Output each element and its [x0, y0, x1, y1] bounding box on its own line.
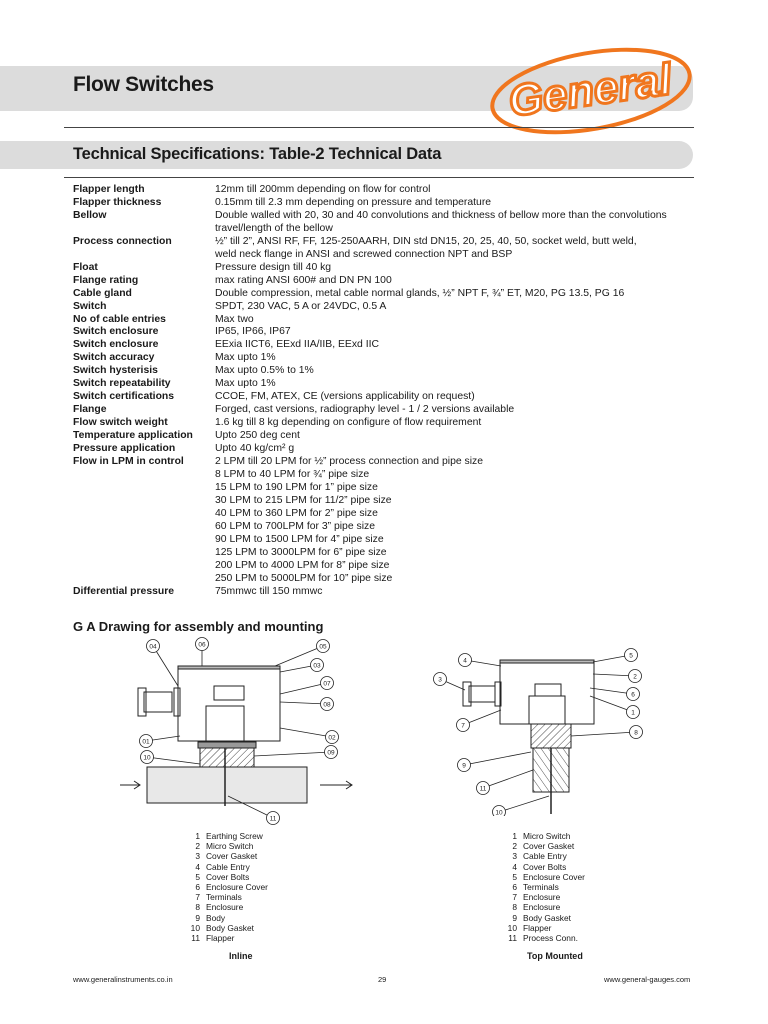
spec-value-line: max rating ANSI 600# and DN PN 100 — [215, 274, 392, 286]
legend-item — [186, 933, 268, 943]
legend-number: 2 — [512, 841, 517, 852]
callout-label: 4 — [463, 657, 467, 665]
spec-value — [215, 262, 693, 275]
legend-text: Cover Gasket — [523, 841, 575, 852]
legend-text: Cover Bolts — [206, 871, 250, 882]
legend-text: Flapper — [523, 922, 552, 933]
legend-number: 11 — [508, 933, 517, 944]
spec-value-line: Max two — [215, 313, 254, 325]
spec-row — [73, 417, 693, 430]
top-mounted-legend — [503, 831, 585, 943]
callout-label: 05 — [319, 643, 327, 651]
spec-value-line: 8 LPM to 40 LPM for ¾” pipe size — [215, 468, 370, 480]
legend-number: 4 — [195, 861, 200, 872]
spec-value-line: 2 LPM till 20 LPM for ½” process connection and pipe size — [215, 456, 483, 468]
spec-value-line: travel/length of the bellow — [215, 222, 333, 234]
spec-value — [215, 275, 693, 288]
legend-number: 5 — [195, 871, 200, 882]
cable-entry — [174, 688, 180, 716]
micro-switch — [214, 686, 244, 700]
spec-value — [215, 326, 693, 339]
callout-label: 10 — [495, 809, 503, 816]
micro-switch — [535, 684, 561, 696]
spec-label: Process connection — [73, 235, 172, 247]
legend-text: Body Gasket — [523, 912, 571, 923]
spec-table — [73, 184, 693, 599]
spec-row — [73, 197, 693, 210]
spec-value-line: 75mmwc till 150 mmwc — [215, 585, 323, 597]
spec-value-line: 12mm till 200mm depending on flow for control — [215, 184, 431, 195]
legend-number: 7 — [195, 892, 200, 903]
spec-label: Temperature application — [73, 430, 193, 442]
callout-label: 6 — [631, 691, 635, 699]
spec-value-line: CCOE, FM, ATEX, CE (versions applicability on request) — [215, 391, 475, 403]
spec-label: Switch — [73, 300, 107, 312]
divider — [64, 127, 694, 128]
legend-item — [186, 892, 268, 902]
enclosure-cover — [178, 666, 280, 669]
spec-value — [215, 352, 693, 365]
callout-label: 11 — [269, 815, 277, 823]
spec-value-line: 125 LPM to 3000LPM for 6” pipe size — [215, 546, 387, 558]
spec-row — [73, 430, 693, 443]
legend-number: 8 — [195, 902, 200, 913]
spec-row — [73, 352, 693, 365]
spec-value-line: Pressure design till 40 kg — [215, 261, 332, 273]
spec-row — [73, 378, 693, 391]
page-number: 29 — [378, 975, 387, 984]
spec-label: Switch repeatability — [73, 378, 171, 390]
spec-label: Switch certifications — [73, 391, 175, 403]
callout-label: 04 — [149, 643, 157, 651]
gland — [469, 686, 495, 702]
spec-value-line: Forged, cast versions, radiography level - 1 / 2 versions available — [215, 404, 515, 416]
footer-website-left[interactable]: www.generalinstruments.co.in — [73, 975, 173, 984]
spec-label: Switch hysterisis — [73, 365, 158, 377]
callout-label: 01 — [142, 738, 150, 746]
spec-value — [215, 391, 693, 404]
spec-label: Flange rating — [73, 274, 139, 286]
spec-value — [215, 378, 693, 391]
legend-text: Micro Switch — [206, 841, 254, 852]
legend-item — [186, 862, 268, 872]
legend-number: 1 — [512, 831, 517, 841]
spec-row — [73, 365, 693, 378]
callout-leader — [483, 770, 533, 788]
logo-text: General — [505, 54, 675, 127]
spec-row — [73, 339, 693, 352]
callout-leader — [499, 796, 549, 812]
legend-item — [186, 872, 268, 882]
spec-label: Bellow — [73, 209, 107, 221]
callout-label: 10 — [143, 754, 151, 762]
legend-item — [186, 902, 268, 912]
legend-number: 7 — [512, 892, 517, 903]
spec-value-line: 250 LPM to 5000LPM for 10” pipe size — [215, 572, 393, 584]
callout-label: 08 — [323, 701, 331, 709]
spec-value-line: Upto 250 deg cent — [215, 430, 300, 442]
callout-label: 7 — [461, 722, 465, 730]
legend-item — [186, 851, 268, 861]
callout-leader — [571, 729, 638, 737]
legend-number: 6 — [195, 882, 200, 893]
legend-item — [503, 902, 585, 912]
callout-label: 2 — [633, 673, 637, 681]
enclosure-outline — [500, 660, 594, 724]
spec-value-line: Max upto 1% — [215, 352, 276, 364]
spec-row — [73, 391, 693, 404]
divider — [64, 177, 694, 178]
enclosure-outline — [178, 666, 280, 741]
spec-value-line: Max upto 1% — [215, 378, 276, 390]
callout-leader — [147, 757, 200, 764]
legend-text: Enclosure — [523, 902, 561, 913]
gland — [144, 692, 172, 712]
spec-label: Switch enclosure — [73, 339, 159, 351]
spec-value-line: 15 LPM to 190 LPM for 1” pipe size — [215, 481, 378, 493]
spec-value-line: 40 LPM to 360 LPM for 2” pipe size — [215, 507, 378, 519]
legend-number: 9 — [195, 912, 200, 923]
spec-value-line: 60 LPM to 700LPM for 3” pipe size — [215, 520, 375, 532]
spec-label: Switch accuracy — [73, 352, 155, 364]
spec-row — [73, 184, 693, 197]
callout-leader — [280, 728, 332, 737]
legend-item — [503, 882, 585, 892]
spec-value-line: Double compression, metal cable normal glands, ½” NPT F, ¾” ET, M20, PG 13.5, PG 16 — [215, 287, 625, 299]
callout-label: 3 — [438, 676, 442, 684]
spec-label: Switch enclosure — [73, 326, 159, 338]
legend-text: Micro Switch — [523, 831, 571, 841]
spec-value — [215, 236, 693, 262]
spec-value — [215, 339, 693, 352]
legend-text: Process Conn. — [523, 933, 578, 944]
spec-value — [215, 197, 693, 210]
spec-label: Flow switch weight — [73, 417, 168, 429]
legend-number: 10 — [190, 922, 200, 933]
spec-value — [215, 586, 693, 599]
body — [200, 748, 254, 768]
top-mounted-drawing — [425, 646, 665, 816]
brand-logo — [486, 47, 696, 139]
spec-value-line: IP65, IP66, IP67 — [215, 326, 291, 338]
legend-item — [503, 862, 585, 872]
legend-text: Enclosure — [523, 892, 561, 903]
spec-value — [215, 314, 693, 327]
spec-row — [73, 586, 693, 599]
spec-label: No of cable entries — [73, 313, 166, 325]
legend-item — [503, 841, 585, 851]
callout-label: 5 — [629, 652, 633, 660]
legend-number: 3 — [512, 851, 517, 862]
legend-text: Flapper — [206, 933, 235, 944]
callout-label: 06 — [198, 641, 206, 649]
callout-leader — [280, 702, 327, 704]
spec-label: Flapper thickness — [73, 196, 162, 208]
footer-website-right[interactable]: www.general-gauges.com — [604, 975, 691, 984]
legend-item — [503, 913, 585, 923]
legend-item — [503, 892, 585, 902]
callout-label: 1 — [631, 709, 635, 717]
callout-label: 03 — [313, 662, 321, 670]
legend-item — [186, 913, 268, 923]
spec-value — [215, 365, 693, 378]
spec-label: Flapper length — [73, 184, 145, 195]
page-title: Flow Switches — [73, 73, 214, 96]
spec-row — [73, 404, 693, 417]
section-title: Technical Specifications: Table-2 Technical Data — [73, 145, 442, 163]
body-gasket — [198, 742, 256, 748]
spec-value-line: 0.15mm till 2.3 mm depending on pressure and temperature — [215, 196, 492, 208]
callout-label: 02 — [328, 734, 336, 742]
legend-number: 9 — [512, 912, 517, 923]
spec-value — [215, 301, 693, 314]
legend-text: Cable Entry — [206, 861, 250, 872]
enclosure-cover — [500, 660, 594, 663]
body — [531, 724, 571, 748]
legend-item — [186, 882, 268, 892]
legend-text: Enclosure Cover — [206, 882, 268, 893]
spec-value-line: Double walled with 20, 30 and 40 convolutions and thickness of bellow more than the convolutions — [215, 209, 667, 221]
spec-value-line: weld neck flange in ANSI and screwed connection NPT and BSP — [215, 248, 513, 260]
spec-row — [73, 262, 693, 275]
spec-row — [73, 456, 693, 586]
spec-value-line: 1.6 kg till 8 kg depending on configure of flow requirement — [215, 417, 482, 429]
legend-number: 2 — [195, 841, 200, 852]
inline-legend — [186, 831, 268, 943]
legend-item — [503, 923, 585, 933]
spec-row — [73, 326, 693, 339]
spec-value — [215, 417, 693, 430]
spec-value-line: 90 LPM to 1500 LPM for 4” pipe size — [215, 533, 384, 545]
legend-number: 11 — [191, 933, 200, 944]
spec-row — [73, 210, 693, 236]
spec-label: Flow in LPM in control — [73, 456, 184, 468]
callout-label: 8 — [634, 729, 638, 737]
legend-text: Cover Bolts — [523, 861, 567, 872]
legend-item — [503, 831, 585, 841]
legend-number: 8 — [512, 902, 517, 913]
spec-value — [215, 443, 693, 456]
spec-label: Pressure application — [73, 443, 176, 455]
legend-number: 6 — [512, 882, 517, 893]
legend-text: Earthing Screw — [206, 831, 263, 841]
callout-label: 09 — [327, 749, 335, 757]
callout-leader — [153, 646, 178, 686]
spec-value — [215, 288, 693, 301]
legend-number: 4 — [512, 861, 517, 872]
callout-label: 11 — [479, 785, 487, 793]
callout-label: 07 — [323, 680, 331, 688]
legend-item — [503, 933, 585, 943]
spec-row — [73, 443, 693, 456]
spec-label: Differential pressure — [73, 585, 175, 597]
spec-value — [215, 404, 693, 417]
callout-label: 9 — [462, 762, 466, 770]
legend-number: 3 — [195, 851, 200, 862]
callout-leader — [464, 752, 531, 765]
spec-row — [73, 288, 693, 301]
legend-text: Body Gasket — [206, 922, 254, 933]
legend-text: Terminals — [523, 882, 559, 893]
inline-caption: Inline — [229, 951, 253, 961]
spec-row — [73, 236, 693, 262]
spec-row — [73, 275, 693, 288]
spec-value — [215, 456, 693, 586]
legend-number: 10 — [507, 922, 517, 933]
legend-item — [503, 851, 585, 861]
switch-body — [529, 696, 565, 724]
spec-value-line: ½” till 2”, ANSI RF, FF, 125-250AARH, DIN std DN15, 20, 25, 40, 50, socket weld, butt weld, — [215, 235, 637, 247]
legend-number: 1 — [195, 831, 200, 841]
legend-item — [186, 831, 268, 841]
spec-value-line: EExia IICT6, EExd IIA/IIB, EExd IIC — [215, 339, 379, 351]
legend-text: Enclosure — [206, 902, 244, 913]
legend-text: Cable Entry — [523, 851, 567, 862]
legend-text: Cover Gasket — [206, 851, 258, 862]
spec-value — [215, 430, 693, 443]
switch-body — [206, 706, 244, 744]
spec-label: Cable gland — [73, 287, 132, 299]
inline-drawing — [120, 636, 360, 826]
legend-text: Body — [206, 912, 226, 923]
spec-label: Flange — [73, 404, 107, 416]
legend-item — [186, 841, 268, 851]
spec-value-line: 200 LPM to 4000 LPM for 8” pipe size — [215, 559, 390, 571]
legend-text: Enclosure Cover — [523, 871, 585, 882]
spec-value — [215, 184, 693, 197]
spec-value-line: Upto 40 kg/cm² g — [215, 443, 295, 455]
spec-value — [215, 210, 693, 236]
pipe — [147, 767, 307, 803]
spec-value-line: 30 LPM to 215 LPM for 11/2” pipe size — [215, 494, 392, 506]
legend-item — [503, 872, 585, 882]
legend-number: 5 — [512, 871, 517, 882]
callout-leader — [280, 683, 327, 694]
spec-row — [73, 301, 693, 314]
spec-value-line: SPDT, 230 VAC, 5 A or 24VDC, 0.5 A — [215, 300, 387, 312]
spec-label: Float — [73, 261, 98, 273]
top-mounted-caption: Top Mounted — [527, 951, 583, 961]
drawing-title: G A Drawing for assembly and mounting — [73, 619, 324, 634]
callout-leader — [254, 752, 331, 756]
legend-text: Terminals — [206, 892, 242, 903]
spec-row — [73, 314, 693, 327]
legend-item — [186, 923, 268, 933]
spec-value-line: Max upto 0.5% to 1% — [215, 365, 314, 377]
